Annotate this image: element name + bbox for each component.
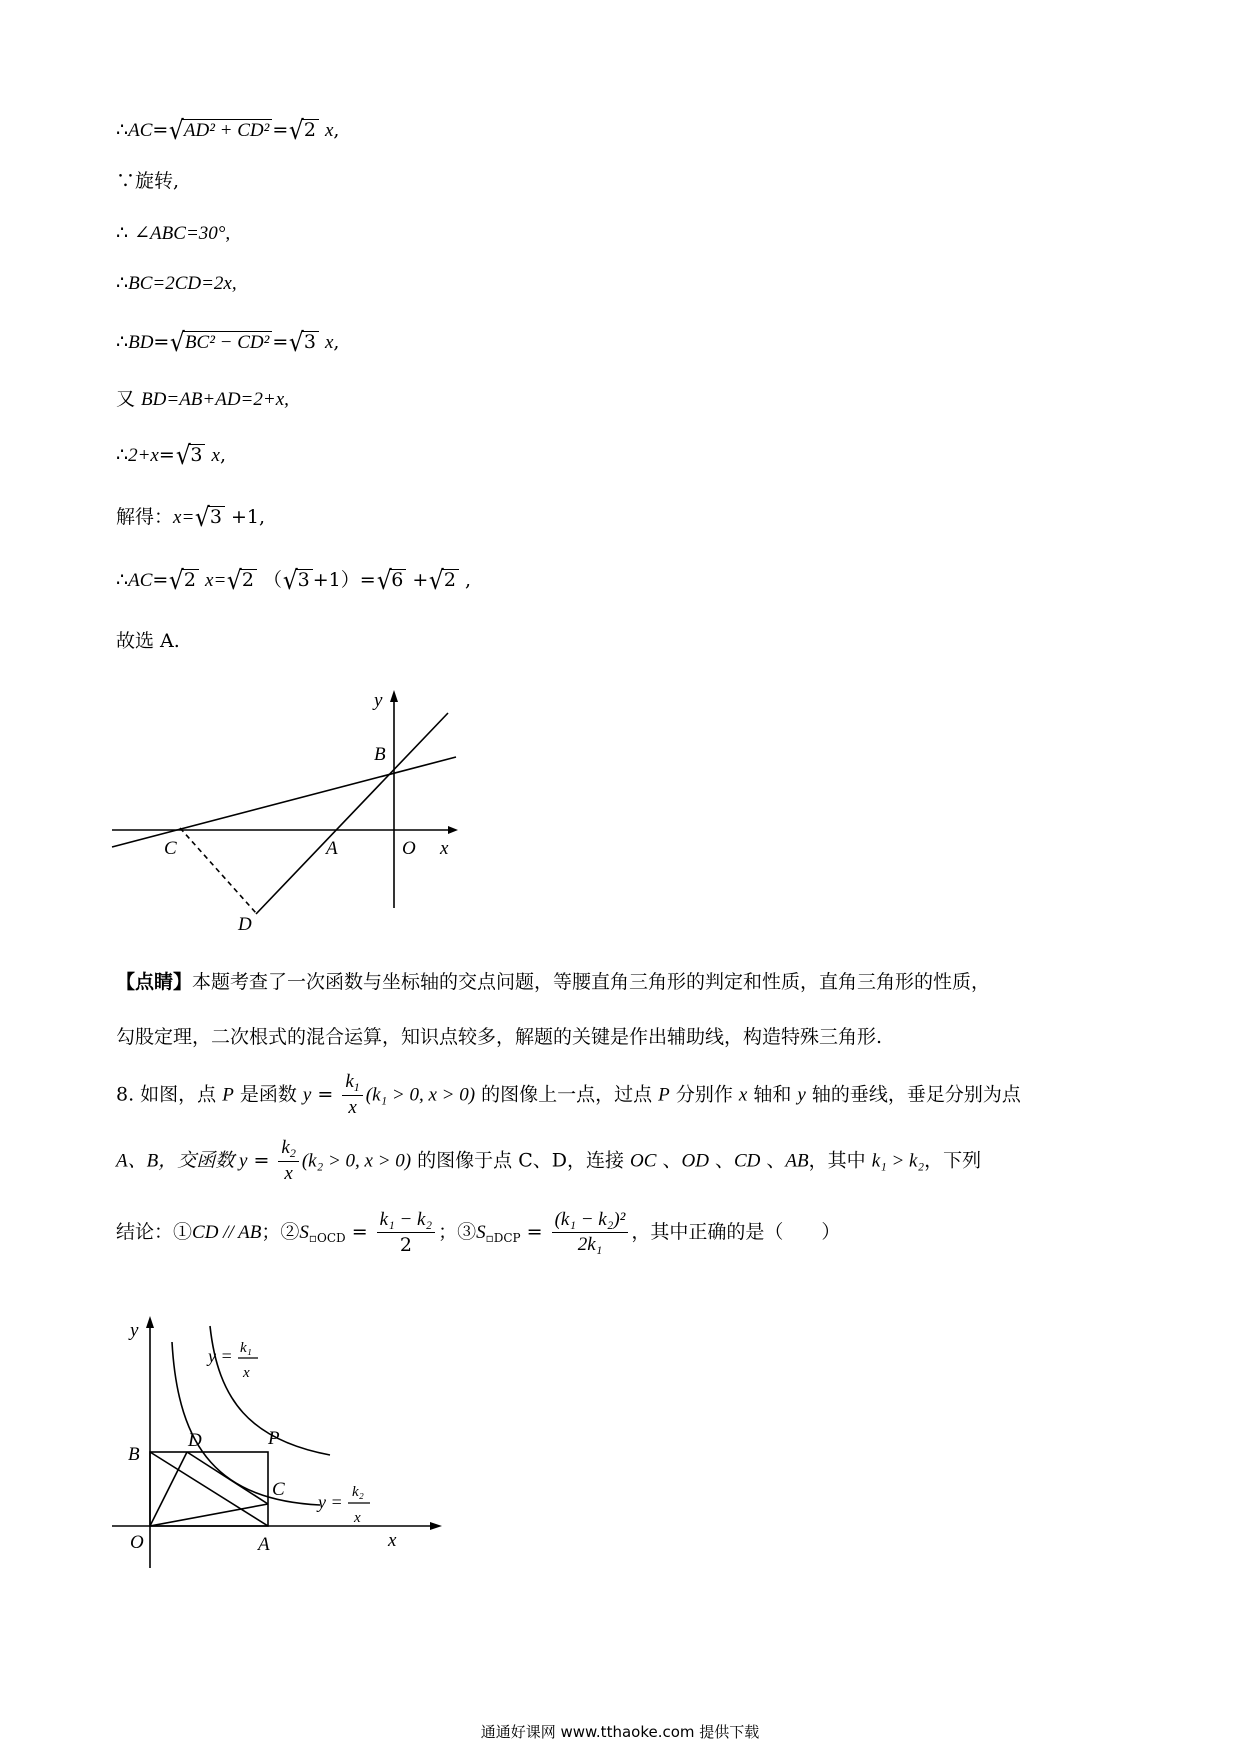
note-line-1: 【点睛】本题考查了一次函数与坐标轴的交点问题，等腰直角三角形的判定和性质，直角三角形的性质， — [116, 971, 991, 993]
label-a: A — [326, 838, 338, 859]
label-d: D — [188, 1430, 202, 1451]
figure-2-diagram — [100, 1300, 460, 1580]
x-axis-arrow — [448, 826, 458, 834]
step-ac-formula: ∴AC=√AD² + CD² =√2 x, — [116, 116, 340, 146]
question-8-line-2: A、B，交函数 y = $\frac{k_2}{x}$ (k₂ > 0, x > 0) 的图像于点 C、D，连接 OC 、OD 、CD 、AB，其中 k₁ > k₂，下列 — [116, 1137, 982, 1185]
fraction-k2-x: $\frac{k_2}{x}$ — [278, 1138, 298, 1185]
fraction-area-dcp: $\frac{\text{(k₁ − k₂)²}}{\text{2k₁}}$ — [552, 1210, 629, 1256]
note-line-2: 勾股定理，二次根式的混合运算，知识点较多，解题的关键是作出辅助线，构造特殊三角形. — [116, 1026, 883, 1048]
step-angle: ∴ ∠ABC=30°, — [116, 222, 231, 244]
label-c: C — [164, 838, 177, 859]
fraction-k1-x: $\frac{k_1}{x}$ — [342, 1072, 362, 1119]
step-rotate: ∵旋转, — [116, 170, 180, 192]
footer-source: 通通好课网 www.tthaoke.com 提供下载 — [480, 1723, 760, 1741]
y-axis-arrow — [146, 1316, 154, 1328]
segment-cd-dashed — [180, 828, 256, 913]
label-b: B — [374, 744, 386, 765]
step-choose: 故选 A. — [116, 630, 180, 652]
label-o: O — [402, 838, 416, 859]
y-axis-arrow — [390, 690, 398, 702]
label-c: C — [272, 1479, 285, 1500]
question-8-line-1: 8. 如图，点 P 是函数 y = $\frac{k_1}{x}$ (k₁ > 0, x > 0) 的图像上一点，过点 P 分别作 x 轴和 y 轴的垂线，垂足分别为点 — [116, 1071, 1021, 1119]
step-bd-formula: ∴BD=√BC² − CD² =√3 x, — [116, 328, 340, 358]
label-k1: k₁ — [240, 1340, 252, 1356]
label-formula-1: y = — [208, 1346, 233, 1366]
label-a: A — [258, 1534, 270, 1555]
step-equation: ∴2+x=√3 x, — [116, 441, 226, 471]
fraction-area-ocd: $\frac{\text{k₁ − k₂}}{2}$ — [377, 1210, 435, 1256]
label-d: D — [238, 914, 252, 935]
label-y: y — [374, 690, 383, 711]
step-ac-result: ∴AC=√2 x=√2 （√3 +1）=√6 +√2 , — [116, 566, 472, 596]
line-ab — [256, 713, 448, 914]
label-x2: x — [354, 1510, 361, 1526]
figure-1-diagram — [100, 680, 480, 940]
label-x1: x — [243, 1365, 250, 1381]
x-axis-arrow — [430, 1522, 442, 1530]
step-solve: 解得：x=√3 +1, — [116, 503, 266, 533]
label-formula-2: y = — [318, 1492, 343, 1512]
line-cb — [112, 757, 456, 847]
segment-dc — [187, 1452, 268, 1504]
label-b: B — [128, 1444, 140, 1465]
label-x: x — [440, 838, 449, 859]
label-x: x — [388, 1530, 397, 1551]
label-p: P — [268, 1428, 280, 1449]
step-bc: ∴BC=2CD=2x, — [116, 272, 237, 294]
label-k2: k₂ — [352, 1484, 364, 1500]
label-o: O — [130, 1532, 144, 1553]
question-8-line-3: 结论：①CD // AB；$②S_{▫OCD}$ = $\frac{\text{k₁ − k₂}}{2}$ ；$③S_{▫DCP}$ = $\frac{\text{(k₁ − k₂)²}}{\text{2k₁}}$ ，其中正确的是（ ） — [116, 1209, 841, 1256]
step-bd-sum: 又 BD=AB+AD=2+x, — [116, 388, 289, 410]
label-y: y — [130, 1320, 139, 1341]
